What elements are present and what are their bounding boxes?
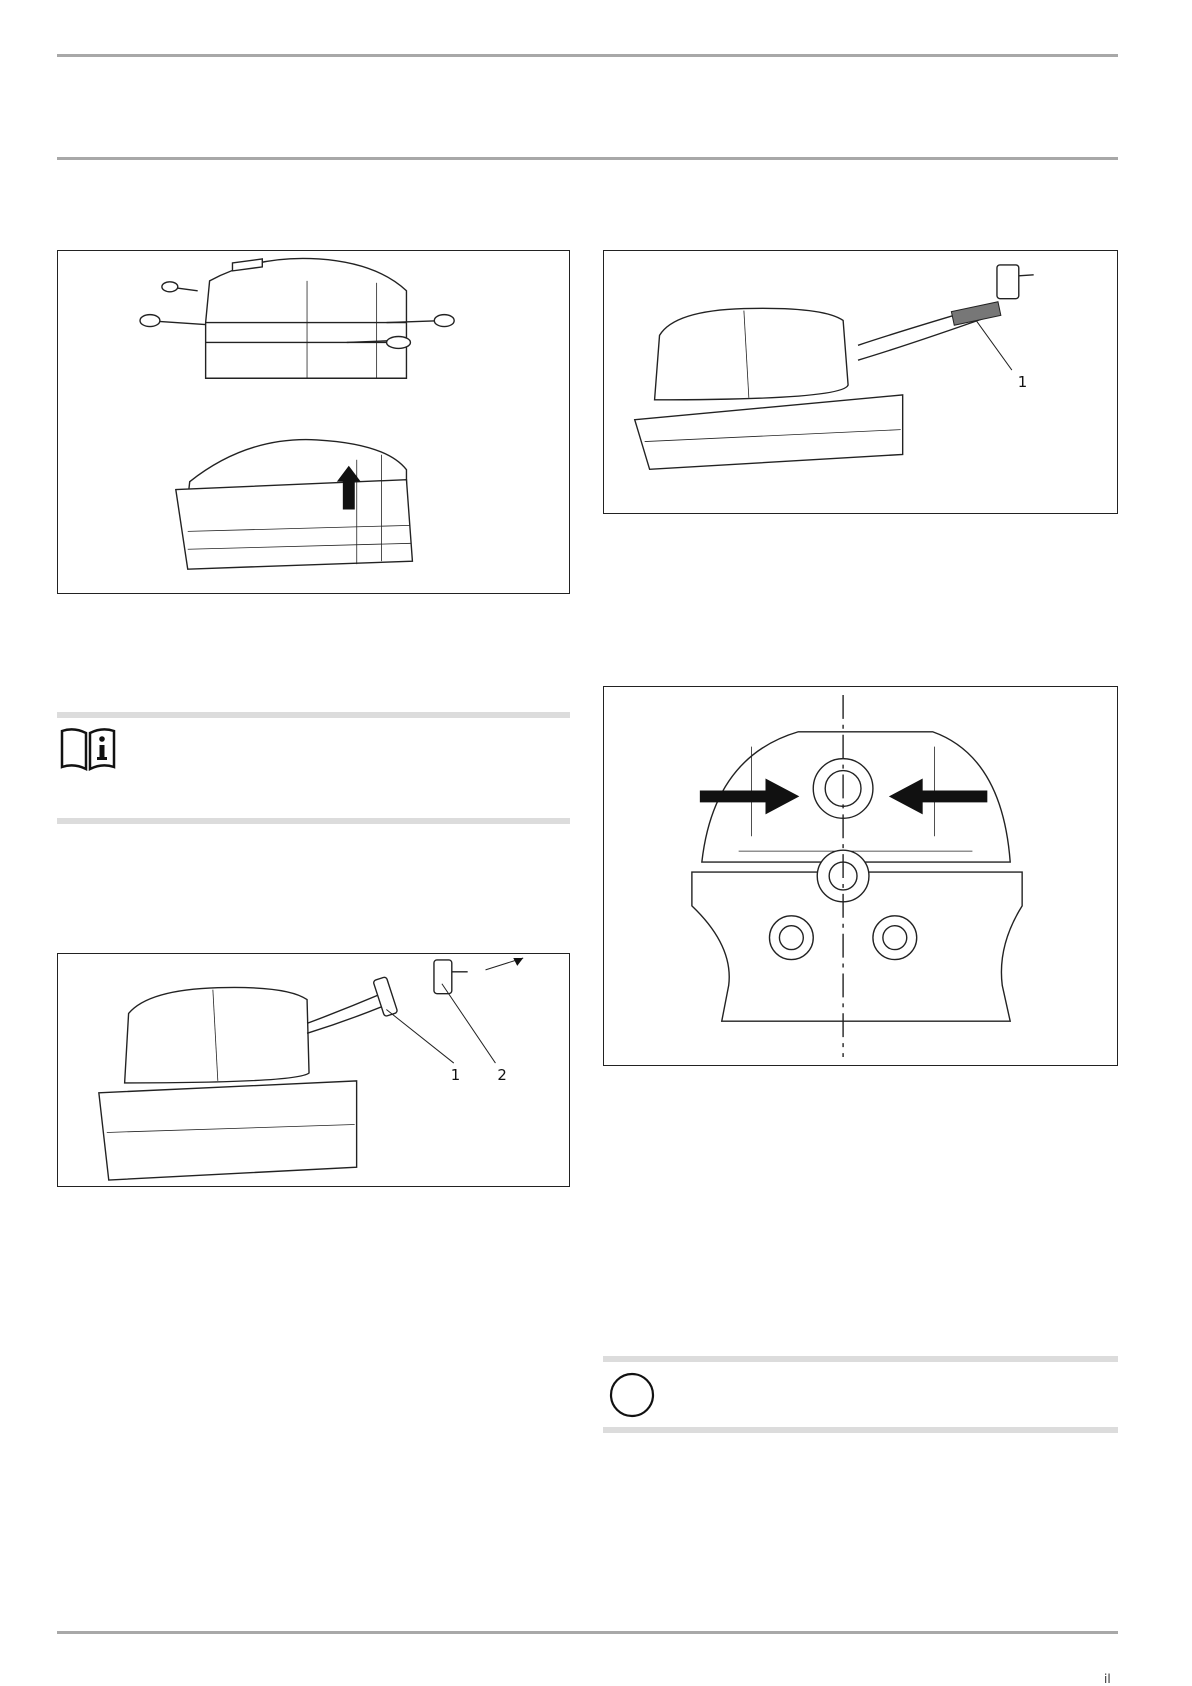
header-rule-top: [57, 54, 1118, 57]
info-note-bar-bottom: [603, 1427, 1118, 1433]
heater-insert-figure: [603, 250, 1118, 514]
heater-insert-drawing: [604, 251, 1117, 513]
cover-removal-figure: [57, 250, 570, 594]
manual-note-bar-top: [57, 712, 570, 718]
front-view-drawing: [604, 687, 1117, 1065]
front-view-figure: [603, 686, 1118, 1066]
callout-2: 2: [497, 1065, 507, 1084]
manual-note-bar-bottom: [57, 818, 570, 824]
cover-removal-drawing: [58, 251, 569, 593]
footer-rule: [57, 1631, 1118, 1634]
info-note-bar-top: [603, 1356, 1118, 1362]
callout-1: 1: [1017, 372, 1028, 391]
corner-mark: il: [1104, 1672, 1111, 1686]
heater-pull-figure: [57, 953, 570, 1187]
info-circle-icon: [608, 1371, 656, 1419]
header-rule-bottom: [57, 157, 1118, 160]
heater-pull-drawing: [58, 954, 569, 1186]
callout-1: 1: [450, 1065, 461, 1084]
manual-info-icon: [60, 727, 116, 771]
